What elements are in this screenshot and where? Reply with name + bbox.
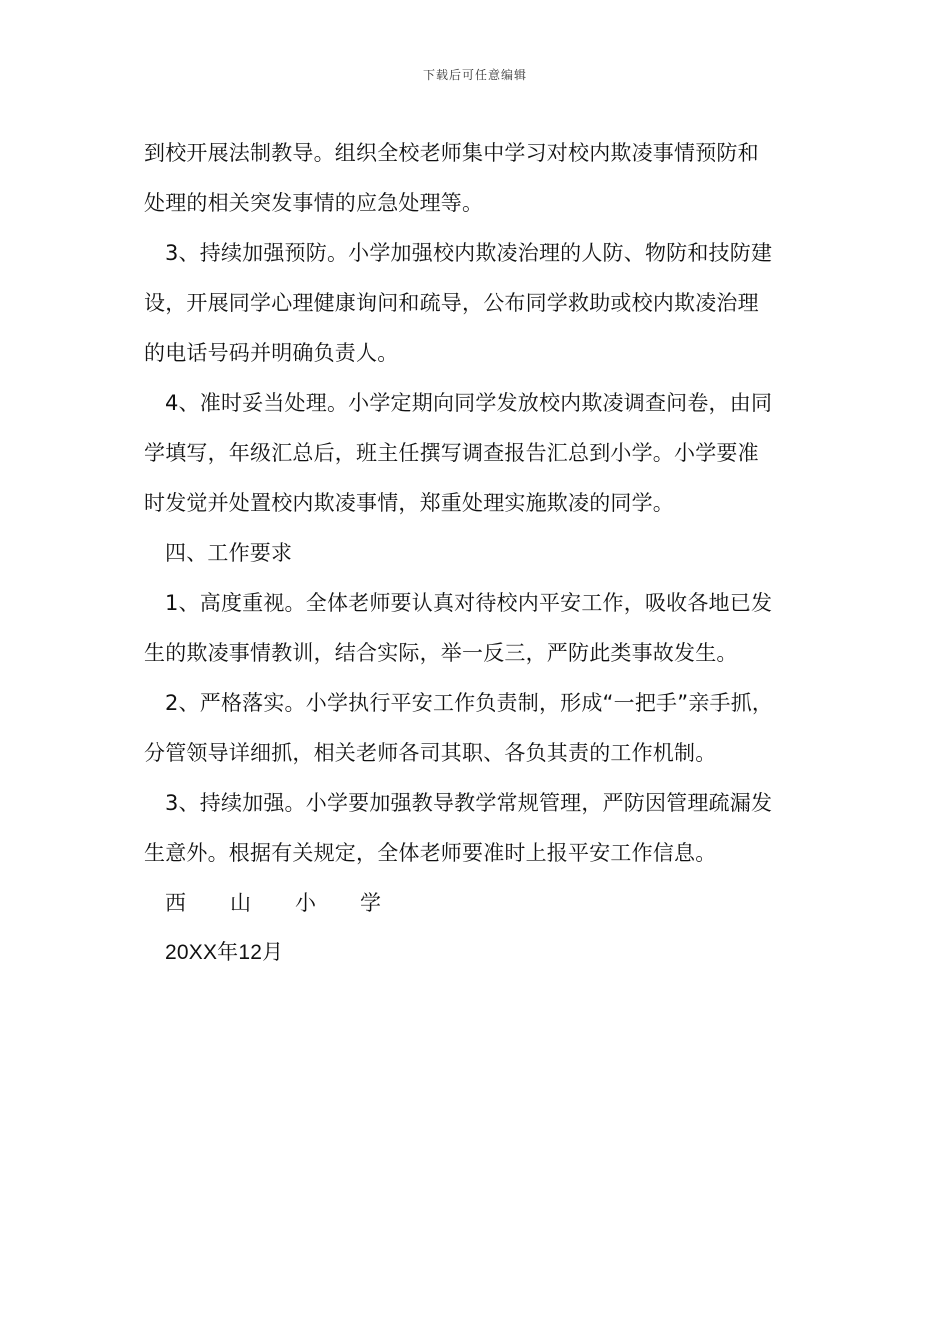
body-line-15: 生意外。根据有关规定，全体老师要准时上报平安工作信息。	[144, 841, 717, 865]
section-heading: 四、工作要求	[165, 541, 293, 565]
body-line-4: 设，开展同学心理健康询问和疏导，公布同学救助或校内欺凌治理	[144, 291, 759, 315]
document-body	[144, 128, 824, 978]
body-line-8: 时发觉并处置校内欺凌事情，郑重处理实施欺凌的同学。	[144, 491, 674, 515]
page-header-note: 下载后可任意编辑	[422, 68, 527, 82]
body-line-6: 4、准时妥当处理。小学定期向同学发放校内欺凌调查问卷，由同	[165, 391, 773, 415]
body-line-7: 学填写，年级汇总后，班主任撰写调查报告汇总到小学。小学要准	[144, 441, 759, 465]
body-line-3: 3、持续加强预防。小学加强校内欺凌治理的人防、物防和技防建	[165, 241, 773, 265]
signature-date: 20XX年12月	[165, 941, 284, 964]
body-line-2: 处理的相关突发事情的应急处理等。	[144, 191, 484, 215]
body-line-10: 1、高度重视。全体老师要认真对待校内平安工作，吸收各地已发	[165, 591, 773, 615]
body-line-11: 生的欺凌事情教训，结合实际，举一反三，严防此类事故发生。	[144, 641, 738, 665]
body-line-1: 到校开展法制教导。组织全校老师集中学习对校内欺凌事情预防和	[144, 141, 759, 165]
body-line-14: 3、持续加强。小学要加强教导教学常规管理，严防因管理疏漏发	[165, 791, 773, 815]
body-line-5: 的电话号码并明确负责人。	[144, 341, 399, 365]
body-line-13: 分管领导详细抓，相关老师各司其职、各负其责的工作机制。	[144, 741, 717, 765]
body-line-12: 2、严格落实。小学执行平安工作负责制，形成“一把手”亲手抓，	[165, 691, 774, 715]
signature-school: 西山小学	[165, 891, 425, 915]
